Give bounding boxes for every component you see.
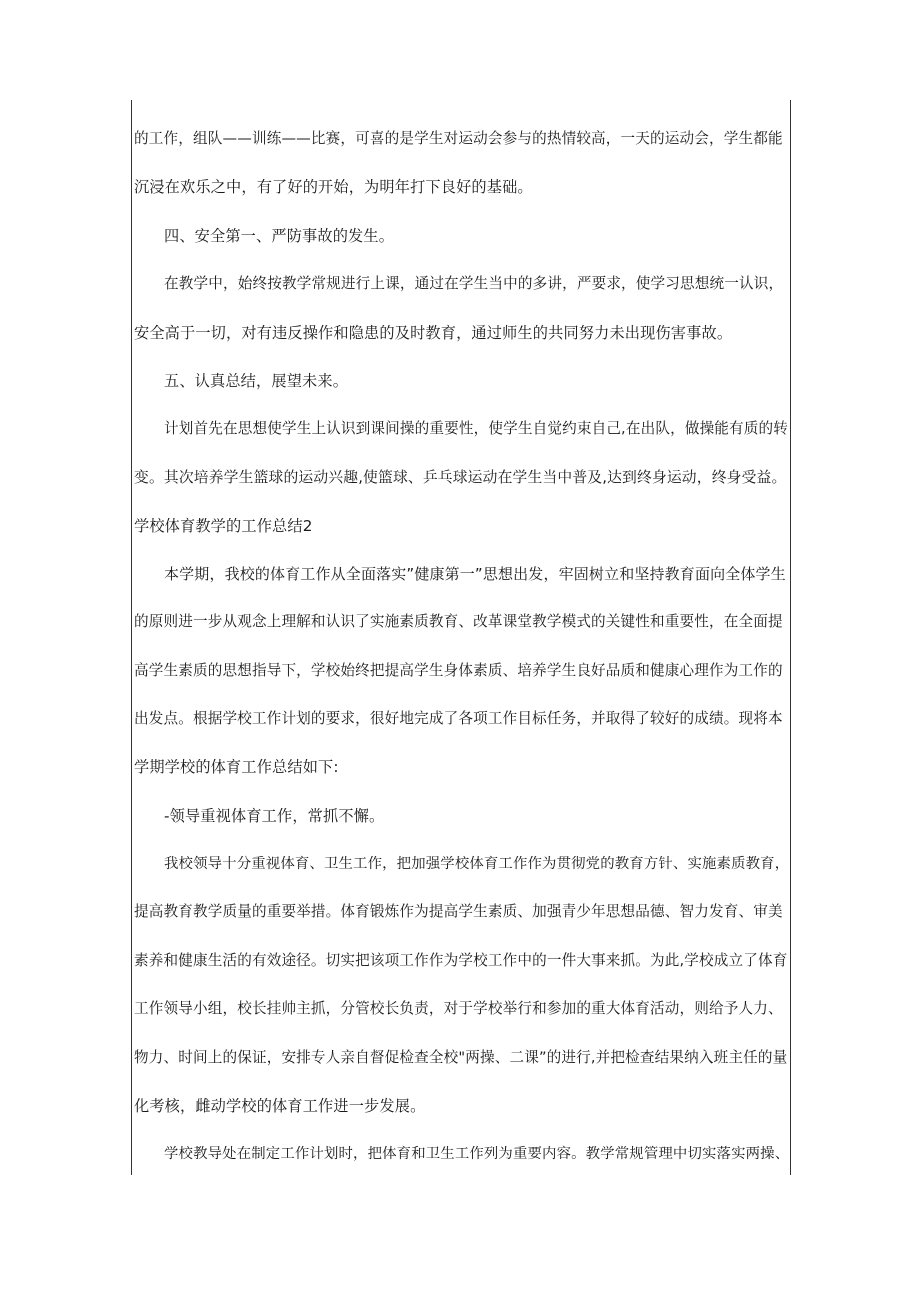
body-text-line: 工作领导小组，校长挂帅主抓，分管校长负责，对于学校举行和参加的重大体育活动，则给予人力、 [134,1000,783,1018]
body-text-line: 的工作，组队——训练——比赛，可喜的是学生对运动会参与的热情较高，一天的运动会，学生都能 [134,130,783,147]
document-body [134,121,789,1185]
body-text-line: 计划首先在思想使学生上认识到课间操的重要性，使学生自觉约束自己,在出队，做操能有质的转 [164,420,789,438]
body-text-line: 的原则进一步从观念上理解和认识了实施素质教育、改革课堂教学模式的关键性和重要性，在全面提 [134,613,783,631]
body-text-line: 高学生素质的思想指导下，学校始终把提高学生身体素质、培养学生良好品质和健康心理作为工作的 [134,661,783,679]
body-text-line: 学校教导处在制定工作计划时，把体育和卫生工作列为重要内容。教学常规管理中切实落实两操、 [164,1146,790,1163]
body-text-line: 沉浸在欢乐之中，有了好的开始，为明年打下良好的基础。 [134,178,533,197]
left-margin-line [131,100,132,1175]
section-heading: 五、认真总结，展望未来。 [164,371,349,390]
body-text-line: 素养和健康生活的有效途径。切实把该项工作作为学校工作中的一件大事来抓。为此,学校成立了体育 [134,951,788,969]
section-heading: -领导重视体育工作，常抓不懈。 [164,806,385,825]
right-margin-line [790,100,791,1175]
body-text-line: 化考核，雌动学校的体育工作进一步发展。 [134,1097,426,1116]
section-heading: 四、安全第一、严防事故的发生。 [164,226,395,245]
body-text-line: 本学期，我校的体育工作从全面落实”健康第一”思想出发，牢固树立和坚持教育面向全体学生 [164,564,786,583]
body-text-line: 在教学中，始终按教学常规进行上课，通过在学生当中的多讲，严要求，使学习思想统一认识， [164,275,784,293]
body-text-line: 物力、时间上的保证，安排专人亲自督促检查全校"两操、二课”的进行,并把检查结果纳入班主任的量 [134,1048,788,1066]
body-text-line: 提高教育教学质量的重要举措。体育锻炼作为提高学生素质、加强青少年思想品德、智力发育、审美 [134,903,783,921]
body-text-line: 变。其次培养学生篮球的运动兴趣,使篮球、乒乓球运动在学生当中普及,达到终身运动，终身受益。 [134,468,787,486]
article-title: 学校体育教学的工作总结2 [134,517,313,536]
body-text-line: 学期学校的体育工作总结如下: [134,758,339,777]
body-text-line: 出发点。根据学校工作计划的要求，很好地完成了各项工作目标任务，并取得了较好的成绩。现将本 [134,709,783,727]
body-text-line: 我校领导十分重视体育、卫生工作，把加强学校体育工作作为贯彻党的教育方针、实施素质教育， [164,856,790,873]
body-text-line: 安全高于一切，对有违反操作和隐患的及时教育，通过师生的共同努力未出现伤害事故。 [134,323,733,342]
